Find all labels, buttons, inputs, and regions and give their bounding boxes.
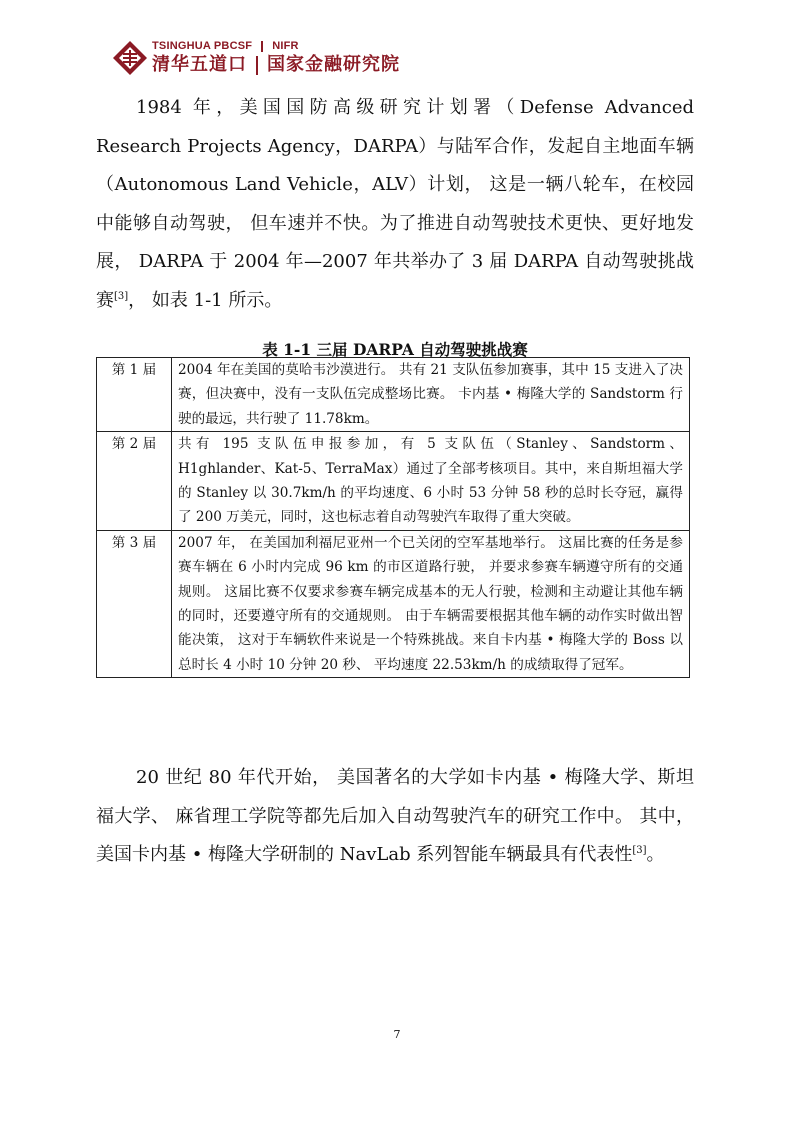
darpa-challenge-table — [96, 357, 690, 678]
row-text: 2007 年， 在美国加利福尼亚州一个已关闭的空军基地举行。 这届比赛的任务是参赛车辆在 6 小时内完成 96 km 的市区道路行驶， 并要求参赛车辆遵守所有的交通规则。 这届比赛不仅要求参赛车辆完成基本的无人行驶，检测和主动避让其他车辆的同时，还要遵守所有的交通规则。 由于车辆需要根据其他车辆的动作实时做出智能决策， 这对于车辆软件来说是一个特殊挑战。来自卡内基 • 梅隆大学的 Boss 以总时长 4 小时 10 分钟 20 秒、 平均速度 22.53km/h 的成绩取得了冠军。 — [172, 530, 690, 677]
table-caption: 表 1-1 三届 DARPA 自动驾驶挑战赛 — [262, 340, 528, 359]
page-number: 7 — [393, 1028, 401, 1041]
history-paragraph: 20 世纪 80 年代开始， 美国著名的大学如卡内基 • 梅隆大学、斯坦福大学、 麻省理工学院等都先后加入自动驾驶汽车的研究工作中。 其中，美国卡内基 • 梅隆大学研制的 NavLab 系列智能车辆最具有代表性[3]。 — [96, 767, 694, 865]
logo-name-english: TSINGHUA PBCSF — [152, 40, 253, 52]
tsinghua-logo-icon — [112, 40, 148, 76]
logo-text — [152, 39, 400, 77]
intro-paragraph: 1984 年，美国国防高级研究计划署（Defense Advanced Research Projects Agency，DARPA）与陆军合作，发起自主地面车辆（Autonomous Land Vehicle，ALV）计划， 这是一辆八轮车，在校园中能够自动驾驶， 但车速并不快。为了推进自动驾驶技术更快、更好地发展， DARPA 于 2004 年—2007 年共举办了 3 届 DARPA 自动驾驶挑战赛[3]， 如表 1-1 所示。 — [96, 97, 694, 311]
table-row — [97, 358, 690, 432]
logo-divider — [256, 56, 258, 75]
row-text: 2004 年在美国的莫哈韦沙漠进行。 共有 21 支队伍参加赛事，其中 15 支进入了决赛，但决赛中，没有一支队伍完成整场比赛。 卡内基 • 梅隆大学的 Sandstorm 行驶的最远，共行驶了 11.78km。 — [172, 358, 690, 432]
citation: [3] — [114, 290, 129, 302]
table-row — [97, 530, 690, 677]
logo-institute-chinese: 国家金融研究院 — [267, 54, 400, 75]
table-row — [97, 432, 690, 531]
row-label: 第 3 届 — [97, 530, 172, 677]
citation: [3] — [632, 845, 647, 856]
logo-divider — [261, 41, 263, 52]
page-header — [112, 38, 400, 78]
row-label: 第 1 届 — [97, 358, 172, 432]
logo-nifr: NIFR — [272, 40, 299, 52]
row-label: 第 2 届 — [97, 432, 172, 531]
logo-name-chinese: 清华五道口 — [152, 54, 247, 75]
row-text: 共有 195 支队伍申报参加，有 5 支队伍（Stanley、Sandstorm、H1ghlander、Kat-5、TerraMax）通过了全部考核项目。其中，来自斯坦福大学的 Stanley 以 30.7km/h 的平均速度、6 小时 53 分钟 58 秒的总时长夺冠，赢得了 200 万美元，同时，这也标志着自动驾驶汽车取得了重大突破。 — [172, 432, 690, 531]
